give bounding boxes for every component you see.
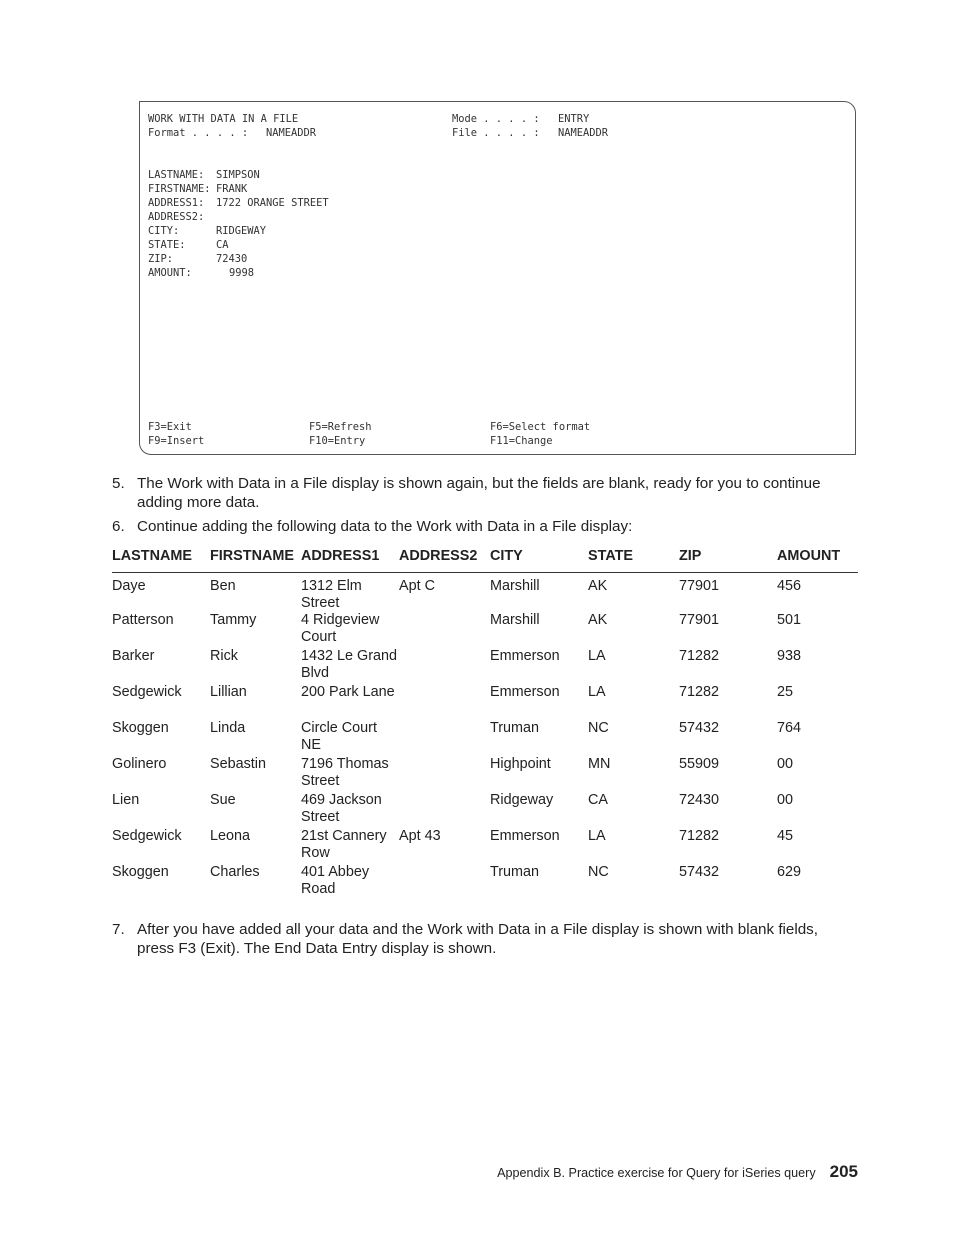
column-header: STATE xyxy=(588,548,679,573)
fkey-change[interactable]: F11=Change xyxy=(490,435,553,447)
file-label: File . . . . : xyxy=(452,127,540,139)
table-cell: 1312 Elm Street xyxy=(301,578,362,611)
table-row xyxy=(112,648,858,684)
table-header-row xyxy=(112,548,858,573)
table-cell: Skoggen xyxy=(112,864,169,880)
step-text: Continue adding the following data to the Work with Data in a File display: xyxy=(137,518,633,535)
field-label-lastname: LASTNAME: xyxy=(148,169,205,181)
fkey-exit[interactable]: F3=Exit xyxy=(148,421,192,433)
table-cell: 1432 Le Grand Blvd xyxy=(301,648,398,681)
table-cell: 55909 xyxy=(679,756,720,772)
table-cell: MN xyxy=(588,756,611,772)
table-cell: Emmerson xyxy=(490,828,560,844)
table-cell: Lillian xyxy=(210,684,247,700)
table-cell: Lien xyxy=(112,792,140,808)
table-row xyxy=(112,612,858,648)
field-value-lastname[interactable]: SIMPSON xyxy=(216,169,260,181)
page-footer xyxy=(497,1162,858,1182)
table-cell: 401 Abbey Road xyxy=(301,864,370,897)
step-text: The Work with Data in a File display is shown again, but the fields are blank, ready for you to continue adding more data. xyxy=(137,475,821,511)
format-value: NAMEADDR xyxy=(266,127,317,139)
table-cell: 71282 xyxy=(679,684,720,700)
table-cell: Marshill xyxy=(490,578,540,594)
table-cell xyxy=(399,792,490,828)
table-cell: Ridgeway xyxy=(490,792,554,808)
column-header: FIRSTNAME xyxy=(210,548,301,573)
table-cell: 00 xyxy=(777,756,794,772)
table-cell: 77901 xyxy=(679,578,720,594)
table-cell: Truman xyxy=(490,720,540,736)
table-cell: Barker xyxy=(112,648,155,664)
field-value-address1[interactable]: 1722 ORANGE STREET xyxy=(216,197,329,209)
step-number: 5. xyxy=(112,475,125,492)
table-cell: 469 Jackson Street xyxy=(301,792,382,825)
table-cell: 21st Cannery Row xyxy=(301,828,387,861)
page-number: 205 xyxy=(829,1162,858,1181)
table-row xyxy=(112,756,858,792)
table-cell: LA xyxy=(588,684,606,700)
column-header: AMOUNT xyxy=(777,548,858,573)
table-cell xyxy=(399,720,490,756)
field-label-city: CITY: xyxy=(148,225,180,237)
table-cell: 938 xyxy=(777,648,802,664)
table-cell: Daye xyxy=(112,578,146,594)
table-cell: 45 xyxy=(777,828,794,844)
column-header: ADDRESS2 xyxy=(399,548,490,573)
table-cell xyxy=(399,756,490,792)
table-cell: Marshill xyxy=(490,612,540,628)
terminal-title: WORK WITH DATA IN A FILE xyxy=(148,113,299,125)
table-cell: LA xyxy=(588,648,606,664)
table-cell: NC xyxy=(588,864,609,880)
field-value-state[interactable]: CA xyxy=(216,239,229,251)
table-cell: CA xyxy=(588,792,608,808)
table-cell: 7196 Thomas Street xyxy=(301,756,389,789)
field-label-address2: ADDRESS2: xyxy=(148,211,205,223)
fkey-refresh[interactable]: F5=Refresh xyxy=(309,421,372,433)
field-label-zip: ZIP: xyxy=(148,253,174,265)
table-cell: Truman xyxy=(490,864,540,880)
table-cell: 200 Park Lane xyxy=(301,684,395,700)
table-cell: LA xyxy=(588,828,606,844)
table-cell: Highpoint xyxy=(490,756,551,772)
field-label-address1: ADDRESS1: xyxy=(148,197,205,209)
table-cell: 629 xyxy=(777,864,802,880)
table-cell: Sedgewick xyxy=(112,684,182,700)
table-cell: Skoggen xyxy=(112,720,169,736)
fkey-entry[interactable]: F10=Entry xyxy=(309,435,366,447)
table-cell: Patterson xyxy=(112,612,174,628)
table-cell: Apt C xyxy=(399,578,435,594)
field-value-zip[interactable]: 72430 xyxy=(216,253,248,265)
field-value-firstname[interactable]: FRANK xyxy=(216,183,248,195)
table-cell: 72430 xyxy=(679,792,720,808)
table-cell: 4 Ridgeview Court xyxy=(301,612,380,645)
table-cell: Sedgewick xyxy=(112,828,182,844)
table-cell: 57432 xyxy=(679,864,720,880)
table-cell: Tammy xyxy=(210,612,257,628)
table-cell: NC xyxy=(588,720,609,736)
table-cell: 456 xyxy=(777,578,802,594)
table-row xyxy=(112,573,858,613)
table-cell: 501 xyxy=(777,612,802,628)
table-cell: 00 xyxy=(777,792,794,808)
data-table xyxy=(112,548,858,900)
table-row xyxy=(112,792,858,828)
table-cell: 77901 xyxy=(679,612,720,628)
step-text: After you have added all your data and the Work with Data in a File display is shown with blank fields, press F3 (Exit). The End Data Entry display is shown. xyxy=(137,921,818,957)
table-row xyxy=(112,864,858,900)
table-cell: Apt 43 xyxy=(399,828,441,844)
column-header: ADDRESS1 xyxy=(301,548,399,573)
table-cell: 57432 xyxy=(679,720,720,736)
table-cell: Rick xyxy=(210,648,238,664)
mode-value: ENTRY xyxy=(558,113,590,125)
table-cell: Emmerson xyxy=(490,684,560,700)
column-header: CITY xyxy=(490,548,588,573)
step-number: 7. xyxy=(112,921,125,938)
table-cell: 71282 xyxy=(679,648,720,664)
field-label-amount: AMOUNT: xyxy=(148,267,192,279)
column-header: ZIP xyxy=(679,548,777,573)
table-cell: AK xyxy=(588,612,608,628)
table-cell: AK xyxy=(588,578,608,594)
format-label: Format . . . . : xyxy=(148,127,249,139)
table-cell: Emmerson xyxy=(490,648,560,664)
table-cell: 25 xyxy=(777,684,794,700)
table-cell: Ben xyxy=(210,578,236,594)
field-label-firstname: FIRSTNAME: xyxy=(148,183,211,195)
field-label-state: STATE: xyxy=(148,239,186,251)
table-cell: Sebastin xyxy=(210,756,267,772)
table-row xyxy=(112,684,858,720)
footer-text: Appendix B. Practice exercise for Query for iSeries query xyxy=(497,1166,816,1180)
table-cell: Sue xyxy=(210,792,236,808)
mode-label: Mode . . . . : xyxy=(452,113,540,125)
table-cell: 764 xyxy=(777,720,802,736)
table-row xyxy=(112,828,858,864)
table-cell: Leona xyxy=(210,828,251,844)
table-cell xyxy=(399,648,490,684)
table-cell: Circle Court NE xyxy=(301,720,377,753)
fkey-insert[interactable]: F9=Insert xyxy=(148,435,205,447)
table-cell: 71282 xyxy=(679,828,720,844)
field-value-amount[interactable]: 9998 xyxy=(229,267,255,279)
terminal-screen xyxy=(139,101,856,455)
column-header: LASTNAME xyxy=(112,548,210,573)
table-row xyxy=(112,720,858,756)
table-cell xyxy=(399,684,490,720)
fkey-select-format[interactable]: F6=Select format xyxy=(490,421,591,433)
field-value-city[interactable]: RIDGEWAY xyxy=(216,225,267,237)
table-cell xyxy=(399,612,490,648)
table-cell xyxy=(399,864,490,900)
table-cell: Linda xyxy=(210,720,246,736)
table-cell: Charles xyxy=(210,864,260,880)
step-number: 6. xyxy=(112,518,125,535)
table-cell: Golinero xyxy=(112,756,167,772)
file-value: NAMEADDR xyxy=(558,127,609,139)
